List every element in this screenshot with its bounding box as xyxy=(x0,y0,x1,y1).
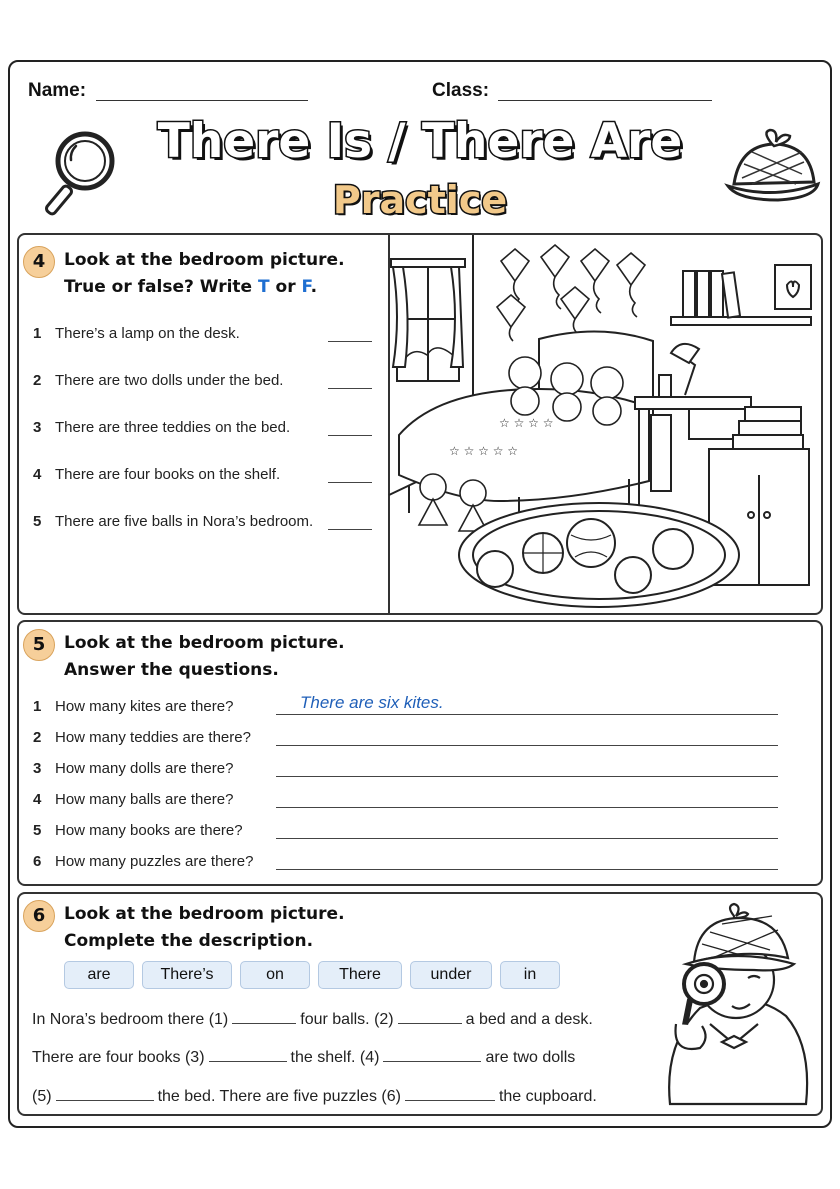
section-5-instruction-line1: Look at the bedroom picture. xyxy=(64,633,345,653)
true-letter: T xyxy=(258,277,270,297)
tf-item-2: 2 There are two dolls under the bed. xyxy=(33,372,284,389)
question-3: 3 How many dolls are there? xyxy=(33,760,234,777)
tf-item-4: 4 There are four books on the shelf. xyxy=(33,466,281,483)
blank-4[interactable] xyxy=(383,1047,481,1062)
blank-3[interactable] xyxy=(209,1047,287,1062)
word-bank-theres: There’s xyxy=(142,961,232,989)
section-6-instruction-line2: Complete the description. xyxy=(64,931,314,951)
bedroom-illustration xyxy=(389,235,821,613)
name-label: Name: xyxy=(28,80,87,101)
word-bank-are: are xyxy=(64,961,134,989)
word-bank-under: under xyxy=(410,961,492,989)
word-bank-on: on xyxy=(240,961,310,989)
tf-item-3: 3 There are three teddies on the bed. xyxy=(33,419,291,436)
kites-icon xyxy=(497,245,645,341)
section-4-instruction-line2: True or false? Write T or F. xyxy=(64,277,318,297)
answer-line-6[interactable] xyxy=(276,869,778,870)
answer-line-5[interactable] xyxy=(276,838,778,839)
question-5: 5 How many books are there? xyxy=(33,822,243,839)
tf-item-5: 5 There are five balls in Nora’s bedroom. xyxy=(33,513,314,530)
detective-boy-illustration xyxy=(650,904,816,1112)
blank-2[interactable] xyxy=(398,1009,462,1024)
section-4-number: 4 xyxy=(23,246,55,278)
tf-answer-1[interactable] xyxy=(328,341,372,342)
worksheet-subtitle: Practice xyxy=(332,178,508,222)
blank-5[interactable] xyxy=(56,1086,154,1101)
tf-answer-2[interactable] xyxy=(328,388,372,389)
tf-answer-4[interactable] xyxy=(328,482,372,483)
example-answer: There are six kites. xyxy=(300,693,444,712)
section-5-number: 5 xyxy=(23,629,55,661)
svg-text:☆ ☆ ☆ ☆: ☆ ☆ ☆ ☆ xyxy=(499,416,554,430)
word-bank-in: in xyxy=(500,961,560,989)
class-field[interactable] xyxy=(498,100,712,101)
answer-line-4[interactable] xyxy=(276,807,778,808)
section-6-instruction-line1: Look at the bedroom picture. xyxy=(64,904,345,924)
blank-1[interactable] xyxy=(232,1009,296,1024)
worksheet-title: There Is / There Are xyxy=(157,114,683,169)
blank-6[interactable] xyxy=(405,1086,495,1101)
section-5-instruction-line2: Answer the questions. xyxy=(64,660,279,680)
word-bank-there: There xyxy=(318,961,402,989)
rug-and-balls-icon xyxy=(459,503,739,607)
description-line-2: There are four books (3) the shelf. (4) are two dolls xyxy=(32,1049,576,1066)
tf-answer-5[interactable] xyxy=(328,529,372,530)
detective-hat-icon xyxy=(722,128,822,212)
question-1: 1 How many kites are there? xyxy=(33,698,234,715)
section-6-number: 6 xyxy=(23,900,55,932)
description-line-3: (5) the bed. There are five puzzles (6) the cupboard. xyxy=(32,1088,597,1105)
question-2: 2 How many teddies are there? xyxy=(33,729,251,746)
window-icon xyxy=(391,259,465,381)
answer-line-1[interactable] xyxy=(276,714,778,715)
question-6: 6 How many puzzles are there? xyxy=(33,853,254,870)
question-4: 4 How many balls are there? xyxy=(33,791,234,808)
description-line-1: In Nora’s bedroom there (1) four balls. (2) a bed and a desk. xyxy=(32,1011,593,1028)
name-field[interactable] xyxy=(96,100,308,101)
tf-item-1: 1 There’s a lamp on the desk. xyxy=(33,325,240,342)
tf-answer-3[interactable] xyxy=(328,435,372,436)
svg-text:☆ ☆ ☆ ☆ ☆: ☆ ☆ ☆ ☆ ☆ xyxy=(449,444,519,458)
book-shelf-icon xyxy=(671,265,811,325)
class-label: Class: xyxy=(432,80,490,101)
answer-line-3[interactable] xyxy=(276,776,778,777)
false-letter: F xyxy=(301,277,311,297)
answer-line-2[interactable] xyxy=(276,745,778,746)
section-4-instruction-line1: Look at the bedroom picture. xyxy=(64,250,345,270)
teddies-icon xyxy=(509,357,623,425)
